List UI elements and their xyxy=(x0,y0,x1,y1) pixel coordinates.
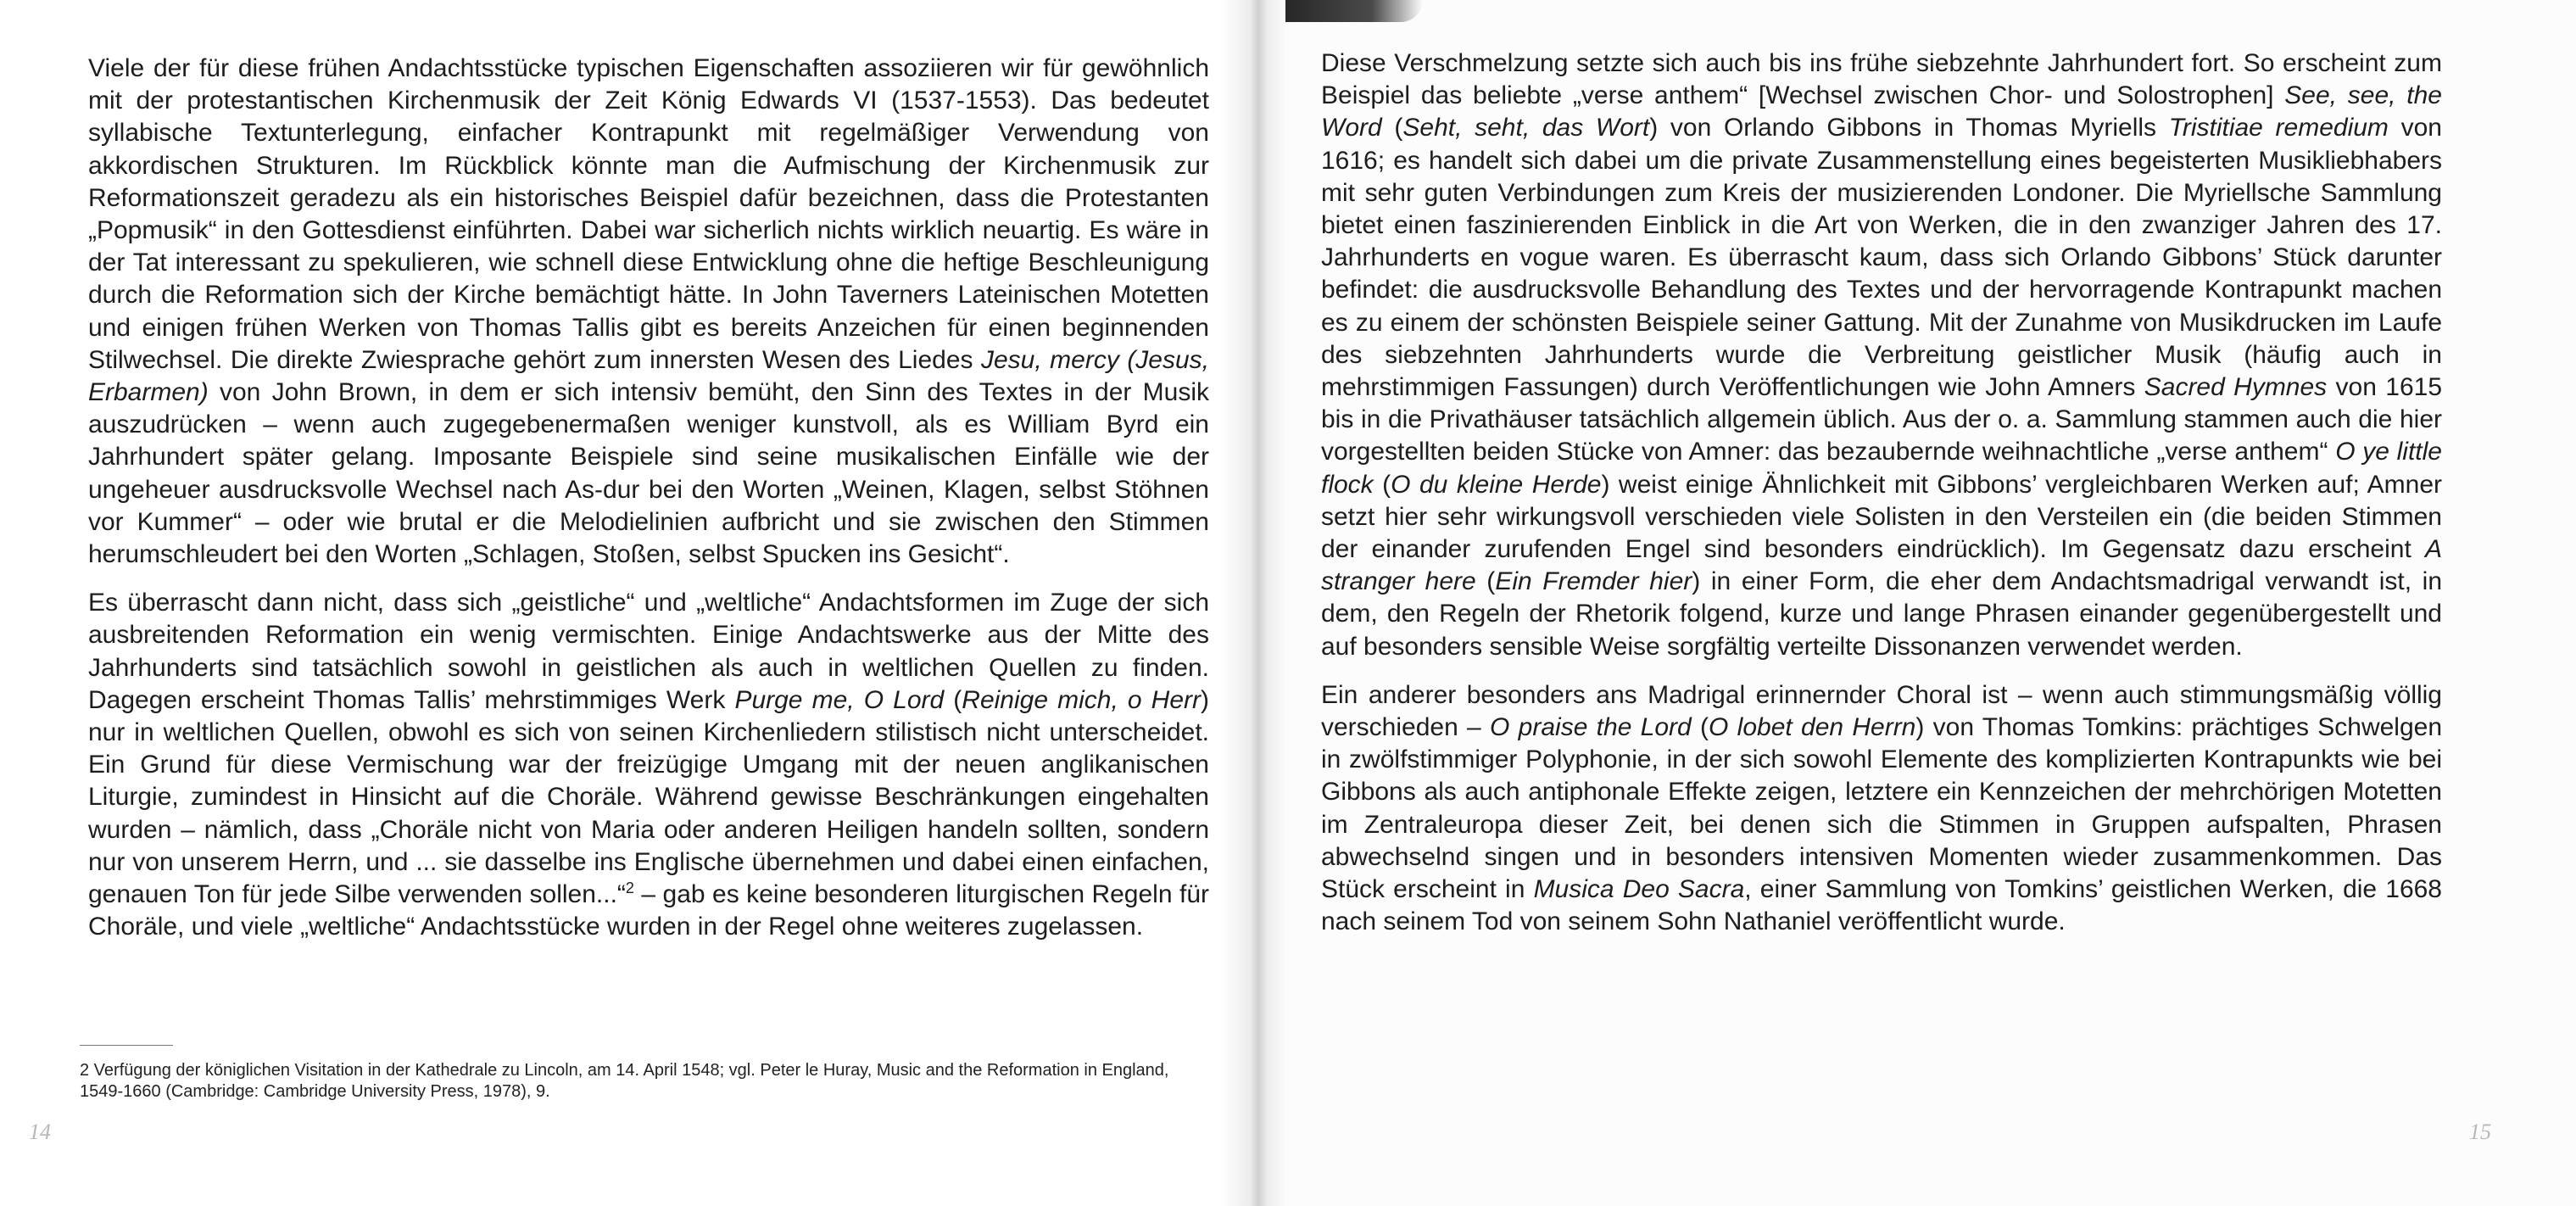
text-run: Viele der für diese frühen Andachtsstücke typischen Eigenschaften assoziieren wir für gewöhnlich mit der protestantischen Kirchenmusik der Zeit König Edwards VI (1537-1553). Das bedeutet syllabische Textunterlegung, einfacher Kontrapunkt mit regelmäßiger Verwendung von akkordischen Strukturen. Im Rückblick könnte man die Aufmischung der Kirchenmusik zur Reformationszeit geradezu als ein historisches Beispiel dafür bezeichnen, dass die Protestanten „Popmusik“ in den Gottesdienst einführten. Dabei war sicherlich nichts wirklich neuartig. Es wäre in der Tat interessant zu spekulieren, wie schnell diese Entwicklung ohne die heftige Beschleunigung durch die Reformation sich der Kirche bemächtigt hätte. In John Taverners Lateinischen Motetten und einigen frühen Werken von Thomas Tallis gibt es bereits Anzeichen für einen beginnenden Stilwechsel. Die direkte Zwiesprache gehört zum innersten Wesen des Liedes xyxy=(88,54,1209,374)
work-title: See, see, the Word xyxy=(1321,81,2442,142)
work-title: Sacred Hymnes xyxy=(2144,373,2328,402)
page-number-right: 15 xyxy=(2469,1119,2491,1144)
text-run: von 1615 bis in die Privathäuser tatsächlich allgemein üblich. Aus der o. a. Sammlung stammen auch die hier vorgestellten beiden Stücke von Amner: das bezaubernde weihnachtliche „verse anthem“ xyxy=(1321,373,2442,466)
footnote-ref: 2 xyxy=(625,879,634,897)
left-body-text xyxy=(88,53,1209,943)
work-title: A stranger here xyxy=(1321,535,2442,596)
work-title: Reinige mich, o Herr xyxy=(962,685,1202,714)
text-run: von 1616; es handelt sich dabei um die private Zusammenstellung eines begeisterten Musikliebhabers mit sehr guten Verbindungen zum Kreis der musizierenden Londoner. Die Myriellsche Sammlung bietet einen faszinierenden Einblick in die Art von Werken, die in den zwanziger Jahren des 17. Jahrhunderts en vogue waren. Es überrascht kaum, dass sich Orlando Gibbons’ Stück darunter befindet: die ausdrucksvolle Behandlung des Textes und der hervorragende Kontrapunkt machen es zu einem der schönsten Beispiele seiner Gattung. Mit der Zunahme von Musikdrucken im Laufe des siebzehnten Jahrhunderts wurde die Verbreitung geistlicher Musik (häufig auch in mehrstimmigen Fassungen) durch Veröffentlichungen wie John Amners xyxy=(1321,114,2442,402)
paragraph xyxy=(88,53,1209,571)
work-title: O praise the Lord xyxy=(1490,713,1692,742)
text-run: ( xyxy=(944,685,962,714)
text-run: ) in einer Form, die eher dem Andachtsmadrigal verwandt ist, in dem, den Regeln der Rhetorik folgend, kurze und lange Phrasen einander gegenübergestellt und auf besonders sensible Weise sorgfältig verteilte Dissonanzen verwendet werden. xyxy=(1321,567,2443,661)
footnote-divider xyxy=(80,1045,173,1046)
paragraph xyxy=(1321,47,2442,663)
text-run: Ein anderer besonders ans Madrigal erinnernder Choral ist – wenn auch stimmungsmäßig völlig verschieden – xyxy=(1321,680,2442,742)
text-run: ) von Orlando Gibbons in Thomas Myriells xyxy=(1649,114,2169,142)
work-title: Jesu, mercy (Jesus, Erbarmen) xyxy=(88,345,1210,407)
text-run: ) weist einige Ähnlichkeit mit Gibbons’ vergleichbaren Werken auf; Amner setzt hier sehr wirkungsvoll verschieden viele Solisten in den Versteilen ein (die beiden Stimmen der einander zurufenden Engel sind besonders eindrücklich). Im Gegensatz dazu erscheint xyxy=(1321,470,2442,564)
work-title: Musica Deo Sacra xyxy=(1533,875,1745,904)
book-gutter xyxy=(1221,0,1285,1206)
work-title: Tristitiae remedium xyxy=(2168,114,2389,142)
right-body-text xyxy=(1321,47,2442,938)
text-run: ( xyxy=(1381,114,1403,142)
text-run: ) nur in weltlichen Quellen, obwohl es sich von seinen Kirchenliedern stilistisch nicht unterscheidet. Ein Grund für diese Vermischung war der freizügige Umgang mit der neuen anglikanischen Liturgie, zumindest in Hinsicht auf die Choräle. Während gewisse Beschränkungen eingehalten wurden – nämlich, dass „Choräle nicht von Maria oder anderen Heiligen handeln sollten, sondern nur von unserem Herrn, und ... sie dasselbe ins Englische übernehmen und dabei einen einfachen, genauen Ton für jede Silbe verwenden sollen...“ xyxy=(88,685,1210,909)
work-title: O ye little flock xyxy=(1321,438,2442,499)
work-title: O lobet den Herrn xyxy=(1709,713,1916,742)
work-title: O du kleine Herde xyxy=(1391,470,1602,499)
work-title: Purge me, O Lord xyxy=(734,685,945,714)
paragraph xyxy=(88,587,1209,943)
text-run: Diese Verschmelzung setzte sich auch bis ins frühe siebzehnte Jahrhundert fort. So erscheint zum Beispiel das beliebte „verse anthem“ [Wechsel zwischen Chor- und Solostrophen] xyxy=(1321,49,2442,110)
text-run: ) von Thomas Tomkins: prächtiges Schwelgen in zwölfstimmiger Polyphonie, in der sich sowohl Elemente des komplizierten Kontrapunkts wie bei Gibbons als auch antiphonale Effekte zeigen, letztere ein Kennzeichen der mehrchörigen Motetten im Zentraleuropa dieser Zeit, bei denen sich die Stimmen in Gruppen aufspalten, Phrasen abwechselnd singen und in besonders intensiven Momenten wieder zusammenkommen. Das Stück erscheint in xyxy=(1321,713,2443,904)
left-page xyxy=(0,0,1253,1206)
work-title: Seht, seht, das Wort xyxy=(1402,114,1650,142)
footnote: 2 Verfügung der königlichen Visitation in der Kathedrale zu Lincoln, am 14. April 1548; vgl. Peter le Huray, Music and the Reformation in England, 1549-1660 (Cambridge: Cambridge University Press, 1978), 9. xyxy=(80,1061,1169,1101)
text-run: – gab es keine besonderen liturgischen Regeln für Choräle, und viele „weltliche“ Andachtsstücke wurden in der Regel ohne weiteres zugelassen. xyxy=(88,880,1209,941)
text-run: Es überrascht dann nicht, dass sich „geistliche“ und „weltliche“ Andachtsformen im Zuge der sich ausbreitenden Reformation ein wenig vermischten. Einige Andachtswerke aus der Mitte des Jahrhunderts sind tatsächlich sowohl in geistlichen als auch in weltlichen Quellen zu finden. Dagegen erscheint Thomas Tallis’ mehrstimmiges Werk xyxy=(88,589,1209,714)
text-run: , einer Sammlung von Tomkins’ geistlichen Werken, die 1668 nach seinem Tod von seinem Sohn Nathaniel veröffentlicht wurde. xyxy=(1321,875,2442,936)
text-run: ( xyxy=(1475,567,1496,596)
page-number-left: 14 xyxy=(29,1119,51,1144)
work-title: Ein Fremder hier xyxy=(1495,567,1692,596)
text-run: ( xyxy=(1691,713,1709,742)
paragraph xyxy=(1321,679,2442,939)
text-run: von John Brown, in dem er sich intensiv bemüht, den Sinn des Textes in der Musik auszudrücken – wenn auch zugegebenermaßen weniger kunstvoll, als es William Byrd ein Jahrhundert später gelang. Imposante Beispiele sind seine musikalischen Einfälle wie der ungeheuer ausdrucksvolle Wechsel nach As-dur bei den Worten „Weinen, Klagen, selbst Stöhnen vor Kummer“ – oder wie brutal er die Melodielinien aufbricht und sie zwischen den Stimmen herumschleudert bei den Worten „Schlagen, Stoßen, selbst Spucken ins Gesicht“. xyxy=(88,378,1209,569)
text-run: ( xyxy=(1373,470,1391,499)
